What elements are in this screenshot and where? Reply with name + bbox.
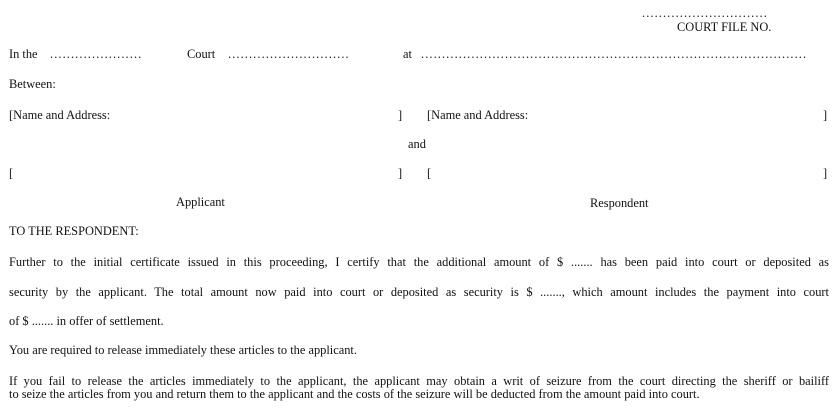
release-instruction: You are required to release immediately these articles to the applicant. [9,343,357,357]
certificate-paragraph-line-2: security by the applicant. The total amount now paid into court or deposited as security is $ ......., which amount includes the payment into court [9,285,829,299]
at-label: at [403,47,412,61]
applicant-name-address-label: [Name and Address: [9,108,111,122]
respondent-bracket-close-2: ] [823,166,828,180]
seizure-warning-line-2: to seize the articles from you and return them to the applicant and the costs of the seizure will be deducted from the amount paid into court. [9,387,700,401]
court-name-field: ............................. [228,47,350,61]
seizure-warning-line-1: If you fail to release the articles immediately to the applicant, the applicant may obtain a writ of seizure from the court directing the sheriff or bailiff [9,374,829,388]
respondent-bracket-open-2: [ [427,166,432,180]
and-label: and [408,137,426,151]
court-location-field: ............................................................................................ [421,47,808,61]
certificate-paragraph-line-3: of $ ....... in offer of settlement. [9,314,164,328]
respondent-bracket-close: ] [823,108,828,122]
court-level-field: ...................... [50,47,143,61]
applicant-bracket-close: ] [398,108,403,122]
court-file-no-dots: .............................. [642,6,768,20]
certificate-paragraph-line-1: Further to the initial certificate issued in this proceeding, I certify that the additional amount of $ ....... has been paid into court or deposited as [9,255,829,269]
in-the-label: In the [9,47,38,61]
court-file-no-label: COURT FILE NO. [677,20,772,34]
respondent-name-address-label: [Name and Address: [427,108,529,122]
between-label: Between: [9,77,56,91]
respondent-label: Respondent [590,196,649,210]
applicant-bracket-open-2: [ [9,166,14,180]
court-label: Court [187,47,216,61]
applicant-label: Applicant [176,195,225,209]
applicant-bracket-close-2: ] [398,166,403,180]
to-the-respondent-heading: TO THE RESPONDENT: [9,224,139,238]
